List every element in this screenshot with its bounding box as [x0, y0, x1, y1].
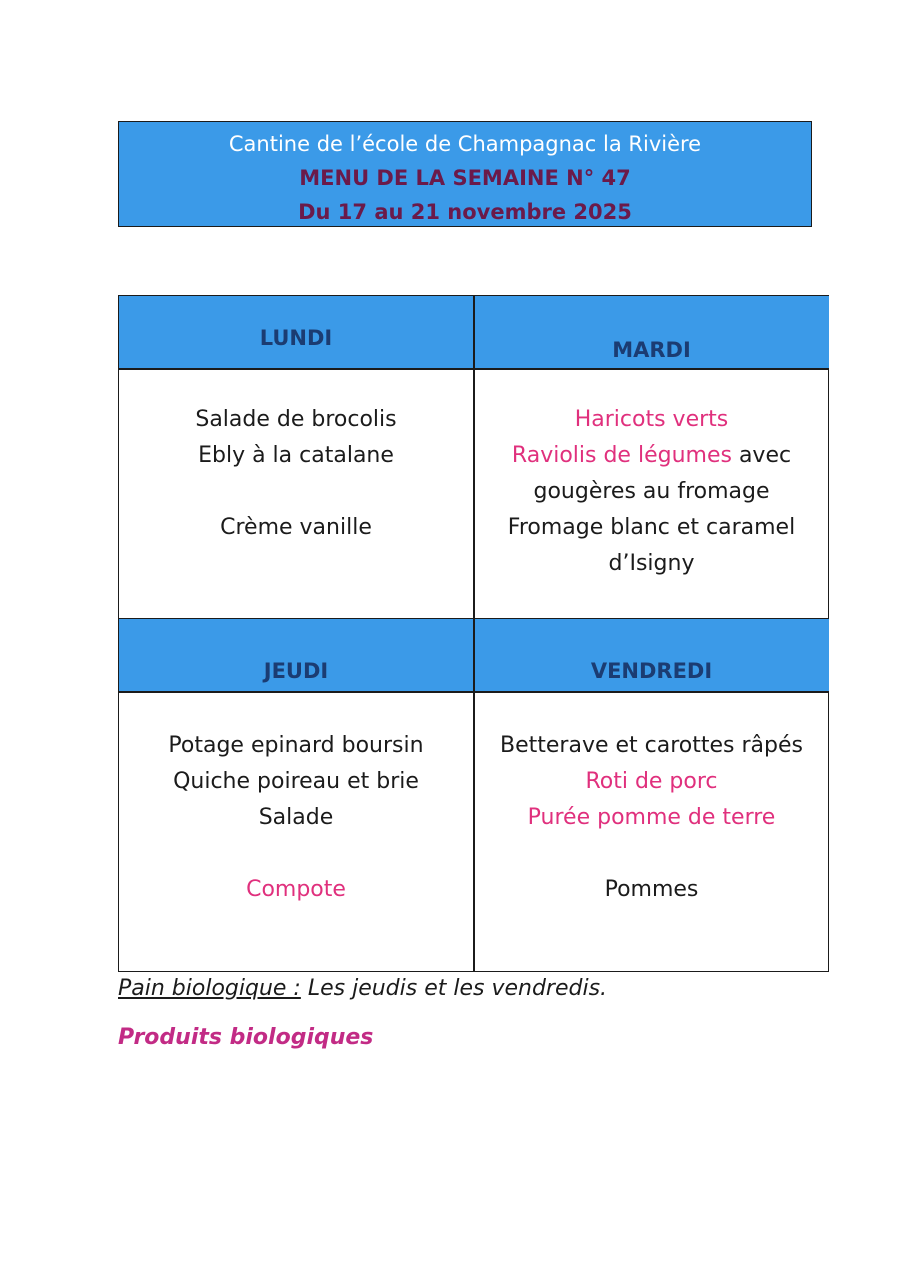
- dish-line: [474, 438, 829, 474]
- dish: gougères au fromage: [533, 479, 770, 504]
- bread-label: Pain biologique :: [118, 976, 301, 1001]
- dish: d’Isigny: [608, 551, 695, 576]
- day-label: JEUDI: [263, 659, 329, 683]
- organic-legend: Produits biologiques: [118, 1025, 374, 1050]
- dish: Salade de brocolis: [195, 407, 397, 432]
- day-menu-lundi: [119, 402, 473, 546]
- dish: Potage epinard boursin: [168, 733, 424, 758]
- bread-text: Les jeudis et les vendredis.: [300, 976, 608, 1001]
- day-header-lundi: [119, 296, 473, 368]
- canteen-title: Cantine de l’école de Champagnac la Rivière: [228, 132, 702, 156]
- dish: Ebly à la catalane: [198, 443, 394, 468]
- menu-table: [118, 295, 829, 972]
- dish: Crème vanille: [220, 515, 372, 540]
- dish: Roti de porc: [585, 769, 718, 794]
- dish: Compote: [246, 877, 346, 902]
- dish: Haricots verts: [574, 407, 729, 432]
- dish: Salade: [258, 805, 334, 830]
- dish: Quiche poireau et brie: [173, 769, 419, 794]
- week-title: MENU DE LA SEMAINE N° 47: [299, 166, 631, 190]
- dish: Purée pomme de terre: [527, 805, 776, 830]
- bread-note: [118, 976, 607, 1001]
- day-label: VENDREDI: [590, 659, 713, 683]
- dish: Fromage blanc et caramel: [507, 515, 796, 540]
- day-label: MARDI: [612, 338, 691, 362]
- day-label: LUNDI: [259, 326, 333, 350]
- dish: Betterave et carottes râpés: [500, 733, 803, 758]
- day-menu-mardi: [474, 402, 829, 582]
- day-menu-vendredi: [474, 728, 829, 908]
- day-menu-jeudi: [119, 728, 473, 908]
- date-range: Du 17 au 21 novembre 2025: [298, 200, 632, 224]
- menu-header: [118, 121, 812, 227]
- dish-text: avec: [731, 443, 792, 468]
- day-header-vendredi: [474, 619, 829, 691]
- dish-organic: Raviolis de légumes: [511, 443, 732, 468]
- day-header-jeudi: [119, 619, 473, 691]
- dish: Pommes: [604, 877, 699, 902]
- day-header-mardi: [474, 296, 829, 368]
